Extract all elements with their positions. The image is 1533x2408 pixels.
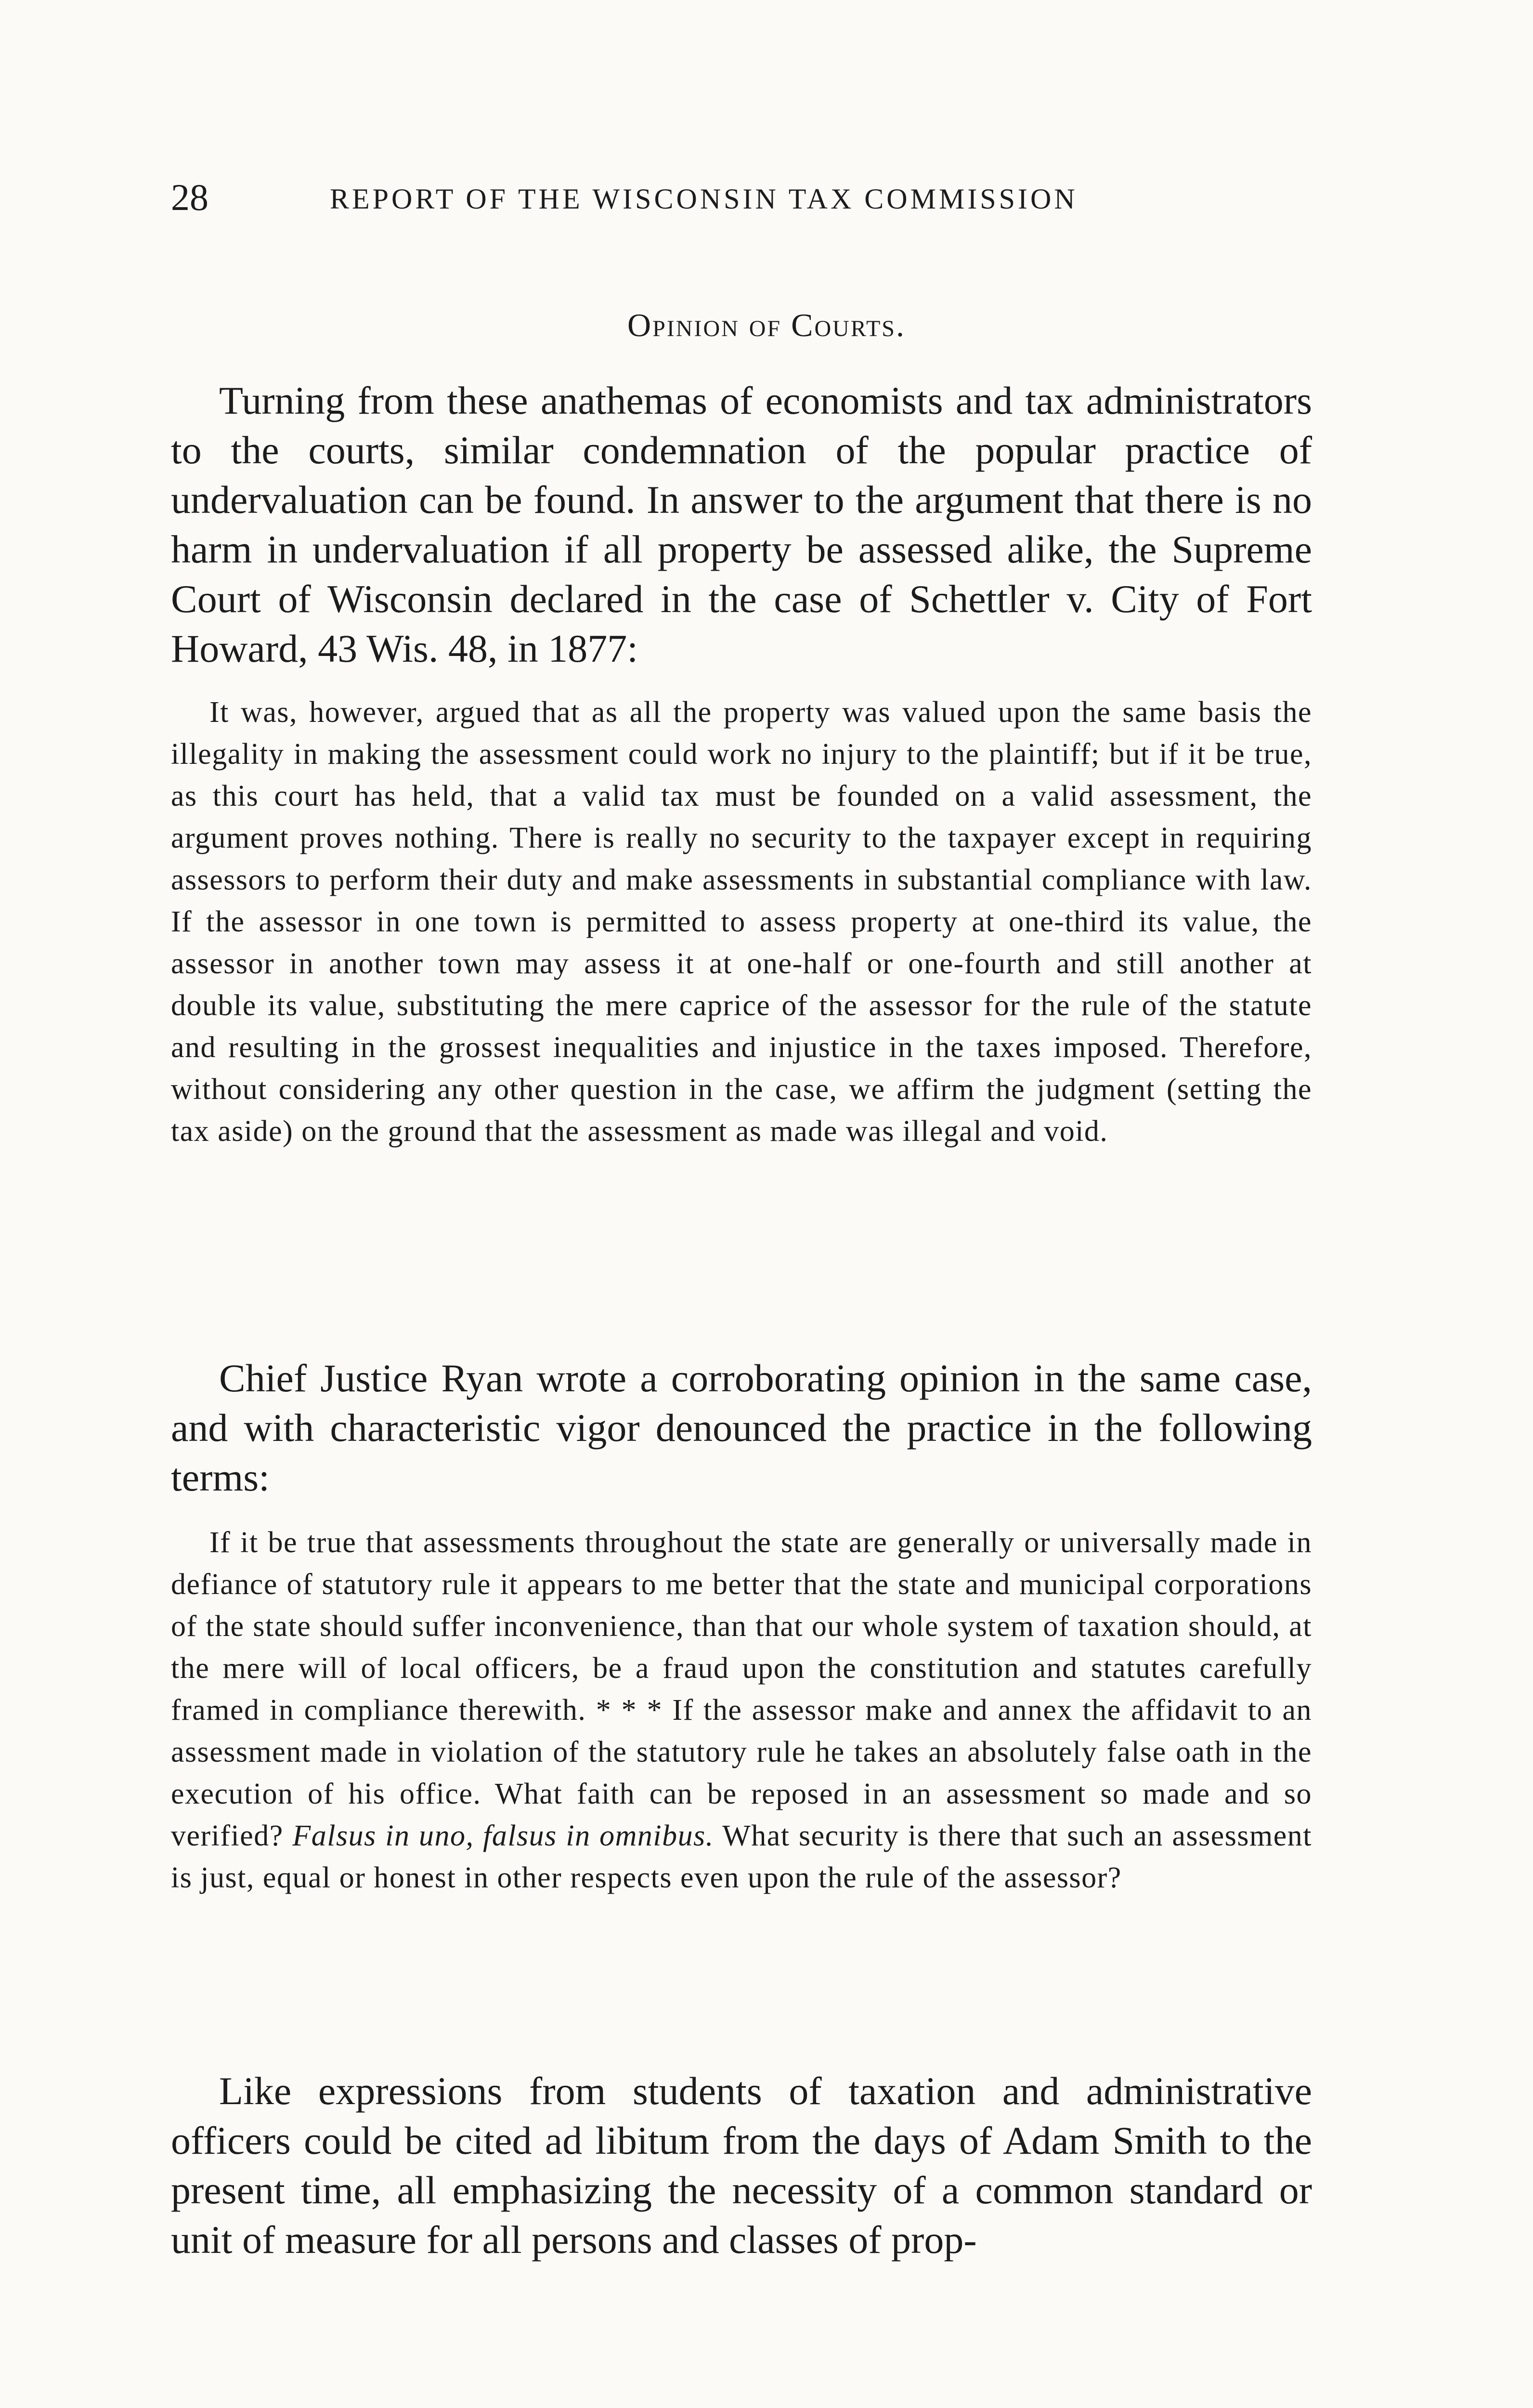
- section-title: Opinion of Courts.: [627, 307, 906, 343]
- body-paragraph-1: Turning from these anathemas of economists and tax administrators to the courts, similar condemnation of the popular practice of undervaluation can be found. In answer to the argument that there is no harm in undervaluation if all property be assessed alike, the Supreme Court of Wisconsin declared in the case of Schettler v. City of Fort Howard, 43 Wis. 48, in 1877:: [171, 379, 1312, 670]
- latin-maxim: Falsus in uno, falsus in omnibus.: [292, 1819, 714, 1852]
- block-quote-schettler: It was, however, argued that as all the property was valued upon the same basis the illegality in making the assessment could work no injury to the plaintiff; but if it be true, as this court has held, that a valid tax must be founded on a valid assessment, the argument proves nothing. There is really no security to the taxpayer except in requiring assessors to perform their duty and make assessments in substantial compliance with law. If the assessor in one town is permitted to assess property at one-third its value, the assessor in another town may assess it at one-half or one-fourth and still another at double its value, substituting the mere caprice of the assessor for the rule of the statute and resulting in the grossest inequalities and injustice in the taxes imposed. Therefore, without considering any other question in the case, we affirm the judgment (setting the tax aside) on the ground that the assessment as made was illegal and void.: [171, 696, 1312, 1148]
- page-header: [171, 173, 1312, 226]
- quote-text-part-1: If it be true that assessments throughout the state are generally or universally made in defiance of statutory rule it appears to me better that the state and municipal corporations of the state should suffer inconvenience, than that our whole system of taxation should, at the mere will of local officers, be a fraud upon the constitution and statutes carefully framed in compliance therewith. * * * If the assessor make and annex the affidavit to an assessment made in violation of the statutory rule he takes an absolutely false oath in the execution of his office. What faith can be reposed in an assessment so made and so verified?: [171, 1526, 1312, 1852]
- body-paragraph-2: Chief Justice Ryan wrote a corroborating opinion in the same case, and with characteristic vigor denounced the practice in the following terms:: [171, 1356, 1312, 1499]
- page-number: 28: [171, 176, 208, 218]
- body-paragraph-3: Like expressions from students of taxation and administrative officers could be cited ad libitum from the days of Adam Smith to the present time, all emphasizing the necessity of a common standard or unit of measure for all persons and classes of prop-: [171, 2069, 1312, 2262]
- block-quote-ryan: [171, 1522, 1312, 1899]
- quote-text-part-2: What security is there that such an assessment is just, equal or honest in other respects even upon the rule of the assessor?: [171, 1819, 1312, 1894]
- running-head: REPORT OF THE WISCONSIN TAX COMMISSION: [330, 183, 1078, 215]
